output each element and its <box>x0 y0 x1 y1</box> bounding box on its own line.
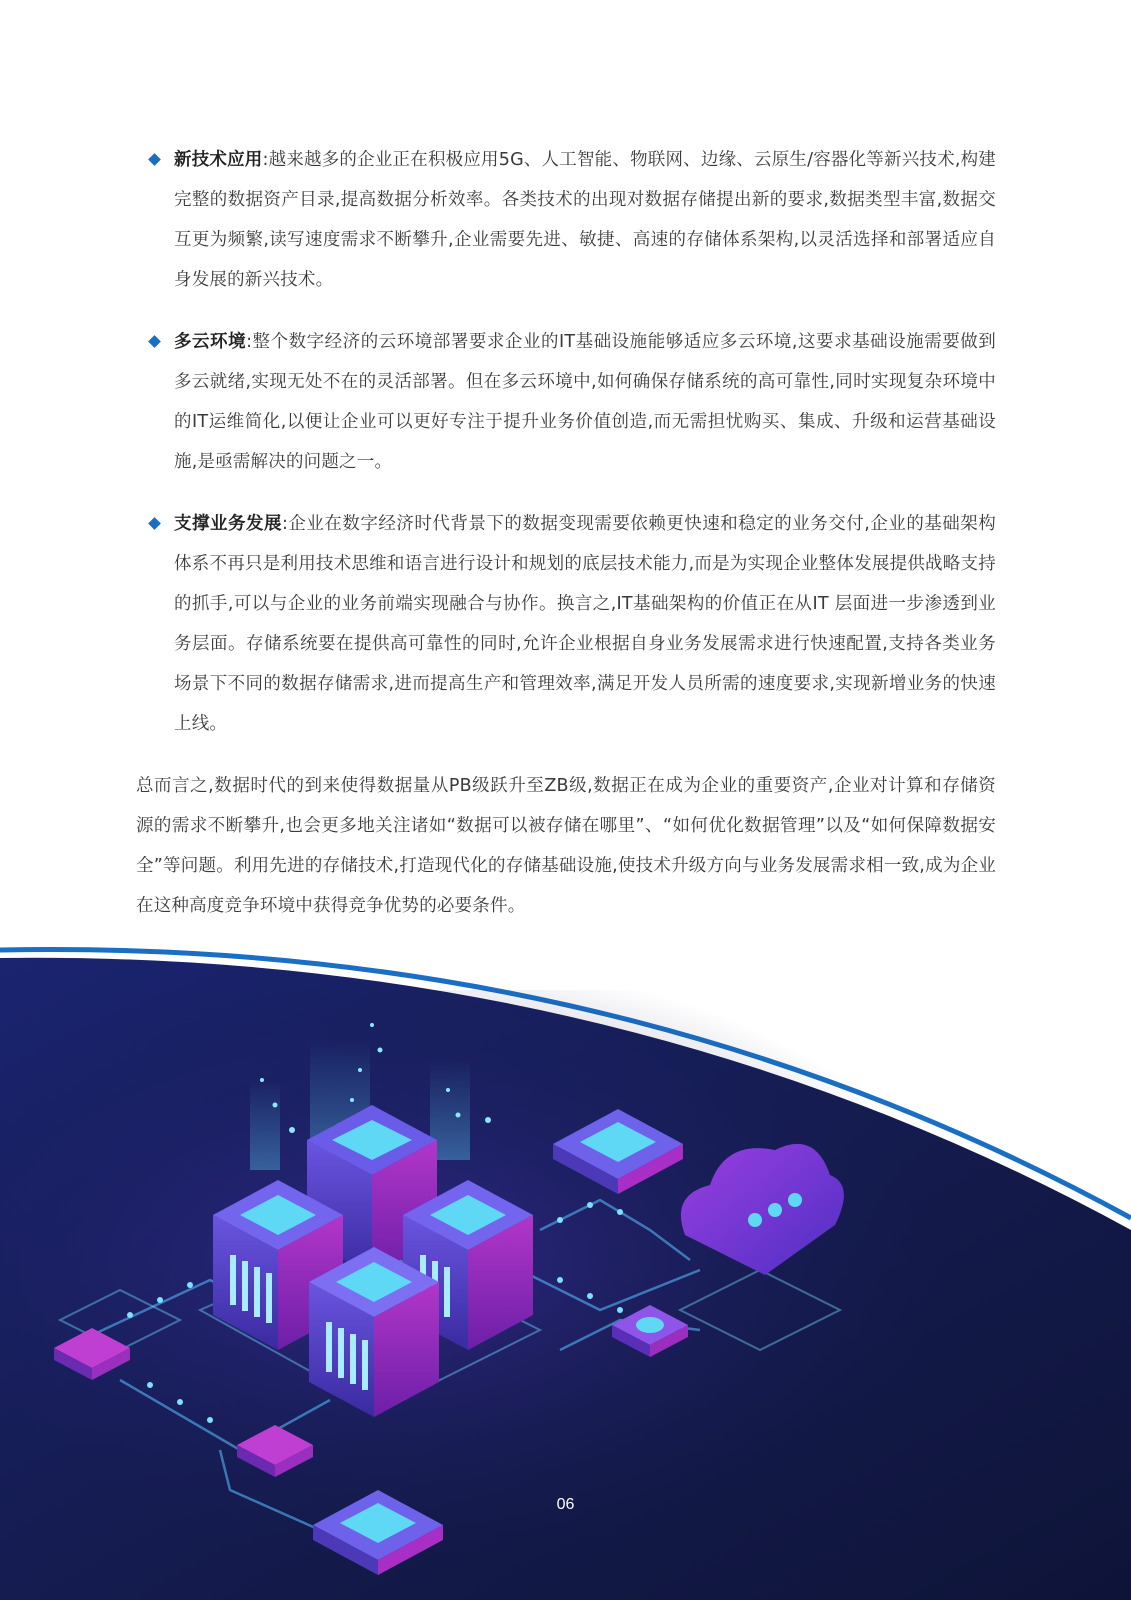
diamond-bullet-icon <box>148 335 161 348</box>
bullet-title: 支撑业务发展 <box>174 514 282 534</box>
bullet-text: :企业在数字经济时代背景下的数据变现需要依赖更快速和稳定的业务交付,企业的基础架构体系不再只是利用技术思维和语言进行设计和规划的底层技术能力,而是为实现企业整体发展提供战略支持的抓手,可以与企业的业务前端实现融合与协作。换言之,IT基础架构的价值正在从IT 层面进一步渗透到业务层面。存储系统要在提供高可靠性的同时,允许企业根据自身业务发展需求进行快速配置,支持各类业务场景下不同的数据存储需求,进而提高生产和管理效率,满足开发人员所需的速度要求,实现新增业务的快速上线。 <box>174 514 997 734</box>
bullet-text: :整个数字经济的云环境部署要求企业的IT基础设施能够适应多云环境,这要求基础设施需要做到多云就绪,实现无处不在的灵活部署。但在多云环境中,如何确保存储系统的高可靠性,同时实现复杂环境中的IT运维简化,以便让企业可以更好专注于提升业务价值创造,而无需担忧购买、集成、升级和运营基础设施,是亟需解决的问题之一。 <box>174 332 996 472</box>
page-number: 06 <box>556 1496 575 1513</box>
summary-paragraph: 总而言之,数据时代的到来使得数据量从PB级跃升至ZB级,数据正在成为企业的重要资产,企业对计算和存储资源的需求不断攀升,也会更多地关注诸如“数据可以被存储在哪里”、“如何优化数据管理”以及“如何保障数据安全”等问题。利用先进的存储技术,打造现代化的存储基础设施,使技术升级方向与业务发展需求相一致,成为企业在这种高度竞争环境中获得竞争优势的必要条件。 <box>136 776 996 916</box>
bullet-item <box>136 322 996 482</box>
server-cube <box>309 1247 439 1417</box>
bullet-item <box>136 140 996 300</box>
bullet-item <box>136 504 996 744</box>
diamond-bullet-icon <box>148 517 161 530</box>
bullet-paragraph <box>174 504 996 744</box>
diamond-bullet-icon <box>148 153 161 166</box>
bullet-title: 多云环境 <box>174 332 247 352</box>
bullet-paragraph <box>174 140 996 300</box>
bullet-text: :越来越多的企业正在积极应用5G、人工智能、物联网、边缘、云原生/容器化等新兴技术,构建完整的数据资产目录,提高数据分析效率。各类技术的出现对数据存储提出新的要求,数据类型丰富,数据交互更为频繁,读写速度需求不断攀升,企业需要先进、敏捷、高速的存储体系架构,以灵活选择和部署适应自身发展的新兴技术。 <box>174 150 996 290</box>
bullet-title: 新技术应用 <box>174 150 263 170</box>
main-content <box>136 140 996 926</box>
bullet-paragraph <box>174 322 996 482</box>
